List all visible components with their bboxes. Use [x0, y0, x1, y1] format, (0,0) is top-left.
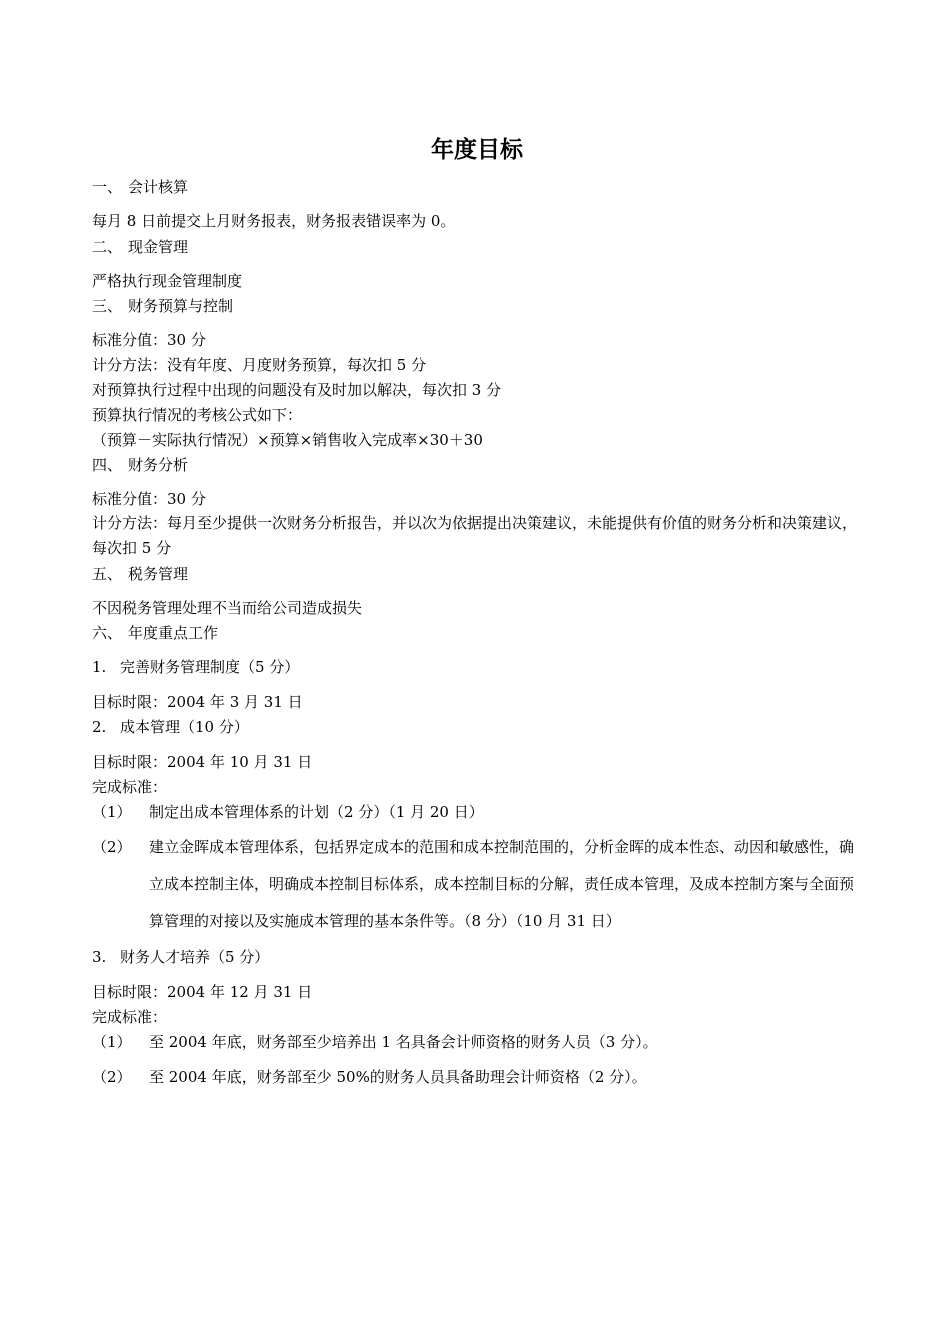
section-label: 财务分析: [128, 456, 189, 474]
section-label: 会计核算: [128, 178, 189, 196]
analysis-method: 计分方法：每月至少提供一次财务分析报告，并以次为依据提出决策建议，未能提供有价值的财务分析和决策建议，每次扣 5 分: [92, 514, 858, 557]
budget-problem: 对预算执行过程中出现的问题没有及时加以解决，每次扣 3 分: [92, 381, 502, 399]
section-body: 不因税务管理处理不当而给公司造成损失: [92, 599, 363, 617]
standard-list-item: [92, 801, 862, 823]
analysis-score: 标准分值：30 分: [92, 490, 206, 508]
budget-formula: （预算－实际执行情况）×预算×销售收入完成率×30＋30: [92, 431, 483, 449]
work-item-number: 1.: [92, 658, 107, 676]
section-heading-cash: [92, 236, 188, 258]
list-item-number: （2）: [92, 1068, 132, 1086]
work-item-standard: 完成标准：: [92, 1008, 168, 1026]
work-item-heading: [92, 656, 299, 678]
section-label: 现金管理: [128, 238, 189, 256]
section-heading-key-work: [92, 622, 218, 644]
budget-score: 标准分值：30 分: [92, 331, 206, 349]
work-item-deadline: 目标时限：2004 年 12 月 31 日: [92, 983, 313, 1001]
list-item-text: 至 2004 年底，财务部至少 50%的财务人员具备助理会计师资格（2 分）。: [149, 1068, 647, 1086]
list-item-text: 至 2004 年底，财务部至少培养出 1 名具备会计师资格的财务人员（3 分）。: [149, 1033, 658, 1051]
work-item-deadline: 目标时限：2004 年 3 月 31 日: [92, 693, 303, 711]
section-number: 四、: [92, 456, 123, 474]
budget-formula-intro: 预算执行情况的考核公式如下：: [92, 406, 303, 424]
section-heading-analysis: [92, 454, 188, 476]
list-item-text: 建立金晖成本管理体系，包括界定成本的范围和成本控制范围的，分析金晖的成本性态、动因和敏感性，确立成本控制主体，明确成本控制目标体系，成本控制目标的分解，责任成本管理，及成本控制方案与全面预算管理的对接以及实施成本管理的基本条件等。（8 分）（10 月 31 日）: [149, 838, 855, 930]
work-item-label: 完善财务管理制度（5 分）: [120, 658, 300, 676]
section-number: 二、: [92, 238, 123, 256]
section-label: 年度重点工作: [128, 624, 219, 642]
section-number: 五、: [92, 565, 123, 583]
work-item-standard: 完成标准：: [92, 778, 168, 796]
work-item-label: 成本管理（10 分）: [120, 718, 249, 736]
work-item-heading: [92, 946, 269, 968]
work-item-deadline: 目标时限：2004 年 10 月 31 日: [92, 753, 313, 771]
standard-list-item: [92, 1066, 862, 1088]
section-heading-accounting: [92, 176, 188, 198]
section-body: 严格执行现金管理制度: [92, 272, 243, 290]
section-number: 六、: [92, 624, 123, 642]
document-title: 年度目标: [431, 137, 523, 163]
work-item-number: 3.: [92, 948, 107, 966]
standard-list-item: [92, 1031, 862, 1053]
section-number: 三、: [92, 297, 123, 315]
section-label: 财务预算与控制: [128, 297, 234, 315]
section-heading-tax: [92, 563, 188, 585]
budget-method: 计分方法：没有年度、月度财务预算，每次扣 5 分: [92, 356, 427, 374]
list-item-number: （1）: [92, 803, 132, 821]
section-number: 一、: [92, 178, 123, 196]
list-item-text: 制定出成本管理体系的计划（2 分）（1 月 20 日）: [149, 803, 484, 821]
list-item-number: （1）: [92, 1033, 132, 1051]
section-label: 税务管理: [128, 565, 189, 583]
list-item-number: （2）: [92, 838, 132, 856]
section-body: 每月 8 日前提交上月财务报表，财务报表错误率为 0。: [92, 212, 456, 230]
work-item-number: 2.: [92, 718, 107, 736]
work-item-heading: [92, 716, 249, 738]
section-heading-budget: [92, 295, 233, 317]
work-item-label: 财务人才培养（5 分）: [120, 948, 270, 966]
standard-list-item: [92, 829, 862, 940]
